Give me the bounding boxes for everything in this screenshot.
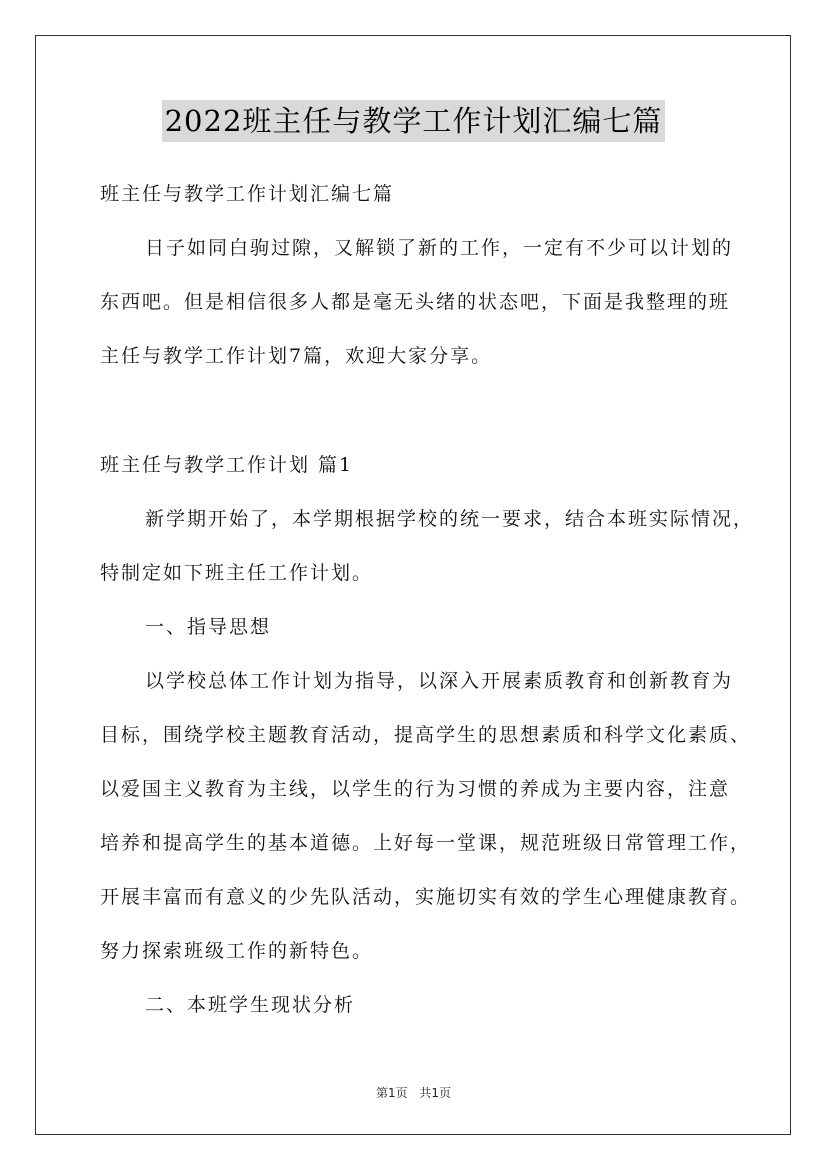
page-total: 共1页 [419,1086,452,1100]
section-heading: 班主任与教学工作计划 篇1 [100,454,354,476]
paragraph-line: 主任与教学工作计划7篇，欢迎大家分享。 [100,345,493,367]
paragraph-line: 新学期开始了，本学期根据学校的统一要求，结合本班实际情况， [145,508,755,530]
subtitle-line: 班主任与教学工作计划汇编七篇 [100,183,395,205]
page-footer [0,1084,827,1101]
paragraph-line: 东西吧。但是相信很多人都是毫无头绪的状态吧，下面是我整理的班 [100,291,731,313]
page-number: 第1页 [375,1086,408,1100]
document-title: 2022班主任与教学工作计划汇编七篇 [162,100,666,142]
subsection-heading: 一、指导思想 [145,616,272,638]
paragraph-line: 目标，围绕学校主题教育活动，提高学生的思想素质和科学文化素质、 [100,724,752,746]
paragraph-line: 特制定如下班主任工作计划。 [100,562,374,584]
subsection-heading: 二、本班学生现状分析 [145,994,356,1016]
paragraph-line: 日子如同白驹过隙，又解锁了新的工作，一定有不少可以计划的 [145,237,734,259]
paragraph-line: 以学校总体工作计划为指导，以深入开展素质教育和创新教育为 [145,670,734,692]
paragraph-line: 以爱国主义教育为主线，以学生的行为习惯的养成为主要内容，注意 [100,778,731,800]
paragraph-line: 努力探索班级工作的新特色。 [100,940,374,962]
title-container [0,100,827,142]
paragraph-line: 开展丰富而有意义的少先队活动，实施切实有效的学生心理健康教育。 [100,886,752,908]
paragraph-line: 培养和提高学生的基本道德。上好每一堂课，规范班级日常管理工作， [100,832,752,854]
